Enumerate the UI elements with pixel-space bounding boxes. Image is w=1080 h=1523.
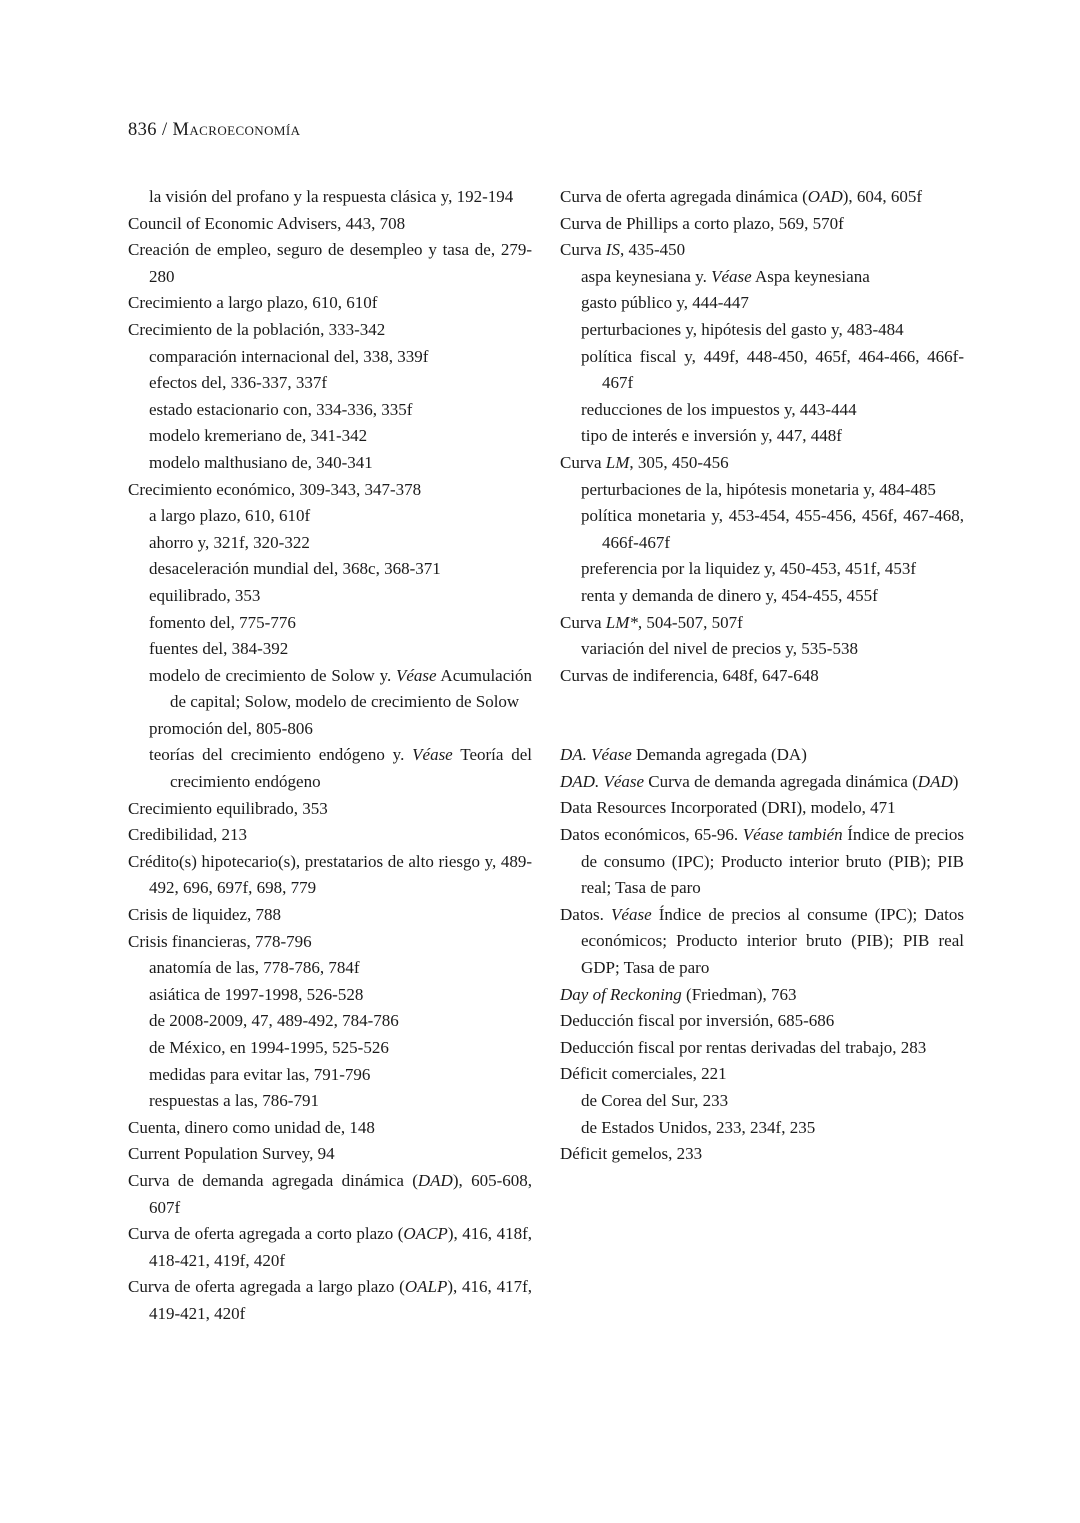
entry-text: Crecimiento económico, 309-343, 347-378 [128, 479, 422, 499]
entry-text: Curva [560, 240, 606, 260]
index-entry [128, 397, 532, 424]
entry-text: teorías del crecimiento endógeno y. [149, 745, 413, 765]
index-entry [560, 477, 964, 504]
index-entry [560, 503, 964, 556]
entry-text-italic: DA. Véase [560, 745, 632, 765]
entry-text: Déficit gemelos, 233 [560, 1144, 703, 1164]
entry-text: de Corea del Sur, 233 [581, 1091, 729, 1110]
entry-text-italic: Véase [396, 665, 437, 685]
entry-text: ), 604, 605f [842, 187, 923, 206]
index-entry [128, 1035, 532, 1062]
entry-text: estado estacionario con, 334-336, 335f [149, 399, 413, 419]
entry-text-italic: OALP [404, 1277, 448, 1297]
entry-text: Aspa keynesiana [751, 266, 870, 286]
index-entry [560, 450, 964, 477]
index-entry [560, 1035, 964, 1062]
index-entry [560, 795, 964, 822]
index-entry [560, 769, 964, 796]
index-entry [560, 237, 964, 264]
index-entry [560, 184, 964, 211]
entry-text: (Friedman), 763 [681, 984, 797, 1004]
index-entry [128, 423, 532, 450]
entry-text: medidas para evitar las, 791-796 [149, 1064, 371, 1084]
entry-text: Deducción fiscal por rentas derivadas del trabajo, 283 [560, 1037, 927, 1057]
entry-text: gasto público y, 444-447 [581, 293, 749, 313]
entry-text: Creación de empleo, seguro de desempleo y tasa de, 279-280 [128, 240, 532, 286]
entry-text-italic: Day of Reckoning [560, 984, 682, 1004]
entry-text: Cuenta, dinero como unidad de, 148 [128, 1117, 375, 1137]
index-entry [128, 450, 532, 477]
entry-text: ), 605-608, 607f [149, 1170, 532, 1217]
index-entry [560, 822, 964, 902]
entry-text: respuestas a las, 786-791 [149, 1091, 319, 1111]
entry-text-italic: LM* [605, 612, 638, 632]
entry-text: Índice de precios de consumo (IPC); Producto interior bruto (PIB); PIB real; Tasa de paro [581, 825, 964, 898]
index-entry [560, 1061, 964, 1088]
index-entry [128, 370, 532, 397]
entry-text-italic: Véase también [742, 825, 843, 845]
running-head: 836 / Macroeconomía [128, 120, 301, 140]
index-entry [560, 290, 964, 317]
index-entry [128, 982, 532, 1009]
entry-text: Curva de demanda agregada dinámica ( [128, 1170, 418, 1190]
index-entry [128, 1008, 532, 1035]
index-entry [560, 556, 964, 583]
entry-text: de 2008-2009, 47, 489-492, 784-786 [149, 1011, 399, 1031]
entry-text: Teoría del crecimiento endógeno [170, 745, 532, 792]
entry-text: Curva de oferta agregada dinámica ( [560, 187, 808, 206]
entry-text: Acumulación de capital; Solow, modelo de crecimiento de Solow [170, 665, 532, 712]
index-columns [128, 184, 964, 1328]
index-entry [128, 477, 532, 504]
index-entry [128, 796, 532, 823]
index-entry [560, 1115, 964, 1142]
entry-text: fuentes del, 384-392 [149, 639, 289, 659]
entry-text: de México, en 1994-1995, 525-526 [149, 1038, 389, 1057]
index-entry [128, 503, 532, 530]
entry-text: tipo de interés e inversión y, 447, 448f [581, 426, 842, 446]
index-left-column [128, 184, 532, 1328]
index-entry [128, 610, 532, 637]
index-entry [128, 716, 532, 743]
entry-text: renta y demanda de dinero y, 454-455, 455f [581, 585, 878, 605]
index-entry [128, 1115, 532, 1142]
index-entry [128, 1168, 532, 1221]
index-entry [128, 1141, 532, 1168]
index-entry [128, 1062, 532, 1089]
entry-text: a largo plazo, 610, 610f [149, 506, 311, 526]
entry-text: preferencia por la liquidez y, 450-453, 451f, 453f [581, 559, 917, 579]
entry-text: fomento del, 775-776 [149, 612, 296, 632]
entry-text: modelo malthusiano de, 340-341 [149, 452, 373, 472]
index-entry [128, 344, 532, 371]
entry-text: equilibrado, 353 [149, 585, 261, 605]
index-entry [560, 902, 964, 982]
index-entry [128, 556, 532, 583]
entry-text: modelo kremeriano de, 341-342 [149, 426, 368, 446]
entry-text: Curva de oferta agregada a corto plazo ( [128, 1224, 404, 1244]
index-entry [128, 742, 532, 795]
entry-text: Crisis financieras, 778-796 [128, 931, 312, 951]
entry-text-italic: IS [605, 240, 620, 260]
entry-text: ahorro y, 321f, 320-322 [149, 532, 310, 552]
entry-text: Credibilidad, 213 [128, 825, 247, 845]
entry-text: Curva [560, 612, 606, 632]
index-entry [560, 610, 964, 637]
entry-text: perturbaciones y, hipótesis del gasto y, 483-484 [581, 319, 904, 339]
index-entry [128, 530, 532, 557]
entry-text: Crecimiento equilibrado, 353 [128, 798, 328, 818]
index-entry [128, 1274, 532, 1327]
index-entry [128, 822, 532, 849]
index-entry [560, 1088, 964, 1115]
entry-text: Datos. [560, 904, 612, 924]
entry-text: variación del nivel de precios y, 535-538 [581, 639, 858, 659]
index-entry [560, 397, 964, 424]
index-entry [128, 237, 532, 290]
index-entry [128, 211, 532, 238]
index-entry [560, 344, 964, 397]
entry-text: ), 416, 418f, 418-421, 419f, 420f [149, 1224, 532, 1270]
entry-text: Curva de Phillips a corto plazo, 569, 570f [560, 213, 844, 233]
entry-text: Curvas de indiferencia, 648f, 647-648 [560, 665, 819, 685]
entry-text: Crecimiento a largo plazo, 610, 610f [128, 293, 378, 313]
entry-text-italic: Véase [611, 904, 652, 924]
index-entry [560, 982, 964, 1009]
entry-text-italic: OAD [807, 187, 843, 206]
entry-text: Council of Economic Advisers, 443, 708 [128, 213, 406, 233]
index-entry [560, 264, 964, 291]
entry-text: Índice de precios al consume (IPC); Datos económicos; Producto interior bruto (PIB); PIB real GDP; Tasa de paro [581, 904, 964, 978]
index-entry [560, 423, 964, 450]
entry-text: política monetaria y, 453-454, 455-456, 456f, 467-468, 466f-467f [581, 506, 964, 552]
index-entry [128, 636, 532, 663]
entry-text: desaceleración mundial del, 368c, 368-371 [149, 559, 441, 579]
entry-text: comparación internacional del, 338, 339f [149, 346, 429, 366]
entry-text: promoción del, 805-806 [149, 718, 313, 738]
entry-text: la visión del profano y la respuesta clásica y, 192-194 [149, 187, 514, 206]
entry-text: perturbaciones de la, hipótesis monetaria y, 484-485 [581, 479, 936, 499]
index-entry [128, 184, 532, 211]
entry-text: Curva de oferta agregada a largo plazo ( [128, 1277, 405, 1297]
index-entry [128, 849, 532, 902]
entry-text: , 305, 450-456 [629, 452, 729, 472]
index-entry [128, 1088, 532, 1115]
index-entry [560, 742, 964, 769]
entry-text: reducciones de los impuestos y, 443-444 [581, 399, 857, 419]
entry-text: ) [952, 771, 959, 791]
entry-text-italic: Véase [711, 266, 752, 286]
entry-text: Crisis de liquidez, 788 [128, 905, 281, 925]
index-entry [128, 290, 532, 317]
index-entry [128, 1221, 532, 1274]
entry-text: de Estados Unidos, 233, 234f, 235 [581, 1117, 816, 1137]
entry-text: Crédito(s) hipotecario(s), prestatarios de alto riesgo y, 489-492, 696, 697f, 698, 779 [128, 851, 532, 898]
entry-text: Curva [560, 452, 606, 472]
entry-text: modelo de crecimiento de Solow y. [149, 665, 396, 685]
index-right-column [560, 184, 964, 1328]
index-entry [560, 211, 964, 238]
index-entry [560, 636, 964, 663]
index-entry [128, 902, 532, 929]
index-entry [128, 663, 532, 716]
entry-text: Deducción fiscal por inversión, 685-686 [560, 1011, 835, 1031]
index-entry [128, 317, 532, 344]
index-entry [560, 317, 964, 344]
index-entry [560, 663, 964, 690]
entry-text: asiática de 1997-1998, 526-528 [149, 984, 364, 1004]
entry-text: , 504-507, 507f [637, 612, 743, 632]
entry-text: Current Population Survey, 94 [128, 1144, 335, 1164]
index-entry [128, 583, 532, 610]
index-entry [560, 583, 964, 610]
entry-text: política fiscal y, 449f, 448-450, 465f, 464-466, 466f-467f [581, 346, 964, 393]
entry-text-italic: LM [605, 452, 630, 472]
entry-text: ), 416, 417f, 419-421, 420f [149, 1277, 533, 1323]
index-entry [128, 929, 532, 956]
entry-text-italic: OACP [403, 1224, 448, 1244]
entry-text: Demanda agregada (DA) [631, 745, 807, 765]
entry-text: Crecimiento de la población, 333-342 [128, 319, 386, 339]
entry-text: Data Resources Incorporated (DRI), modelo, 471 [560, 798, 896, 818]
entry-text-italic: Véase [412, 745, 453, 765]
entry-text: Déficit comerciales, 221 [560, 1064, 727, 1084]
entry-text: anatomía de las, 778-786, 784f [149, 958, 360, 978]
entry-text: Curva de demanda agregada dinámica ( [644, 771, 918, 791]
index-entry [128, 955, 532, 982]
entry-text: efectos del, 336-337, 337f [149, 373, 327, 393]
index-entry [560, 1008, 964, 1035]
entry-text-italic: DAD [417, 1170, 453, 1190]
entry-text: aspa keynesiana y. [581, 266, 712, 286]
entry-text-italic: DAD. Véase [560, 771, 645, 791]
entry-text-italic: DAD [917, 771, 953, 791]
index-entry [560, 1141, 964, 1168]
entry-text: , 435-450 [619, 240, 686, 260]
entry-text: Datos económicos, 65-96. [560, 825, 743, 845]
